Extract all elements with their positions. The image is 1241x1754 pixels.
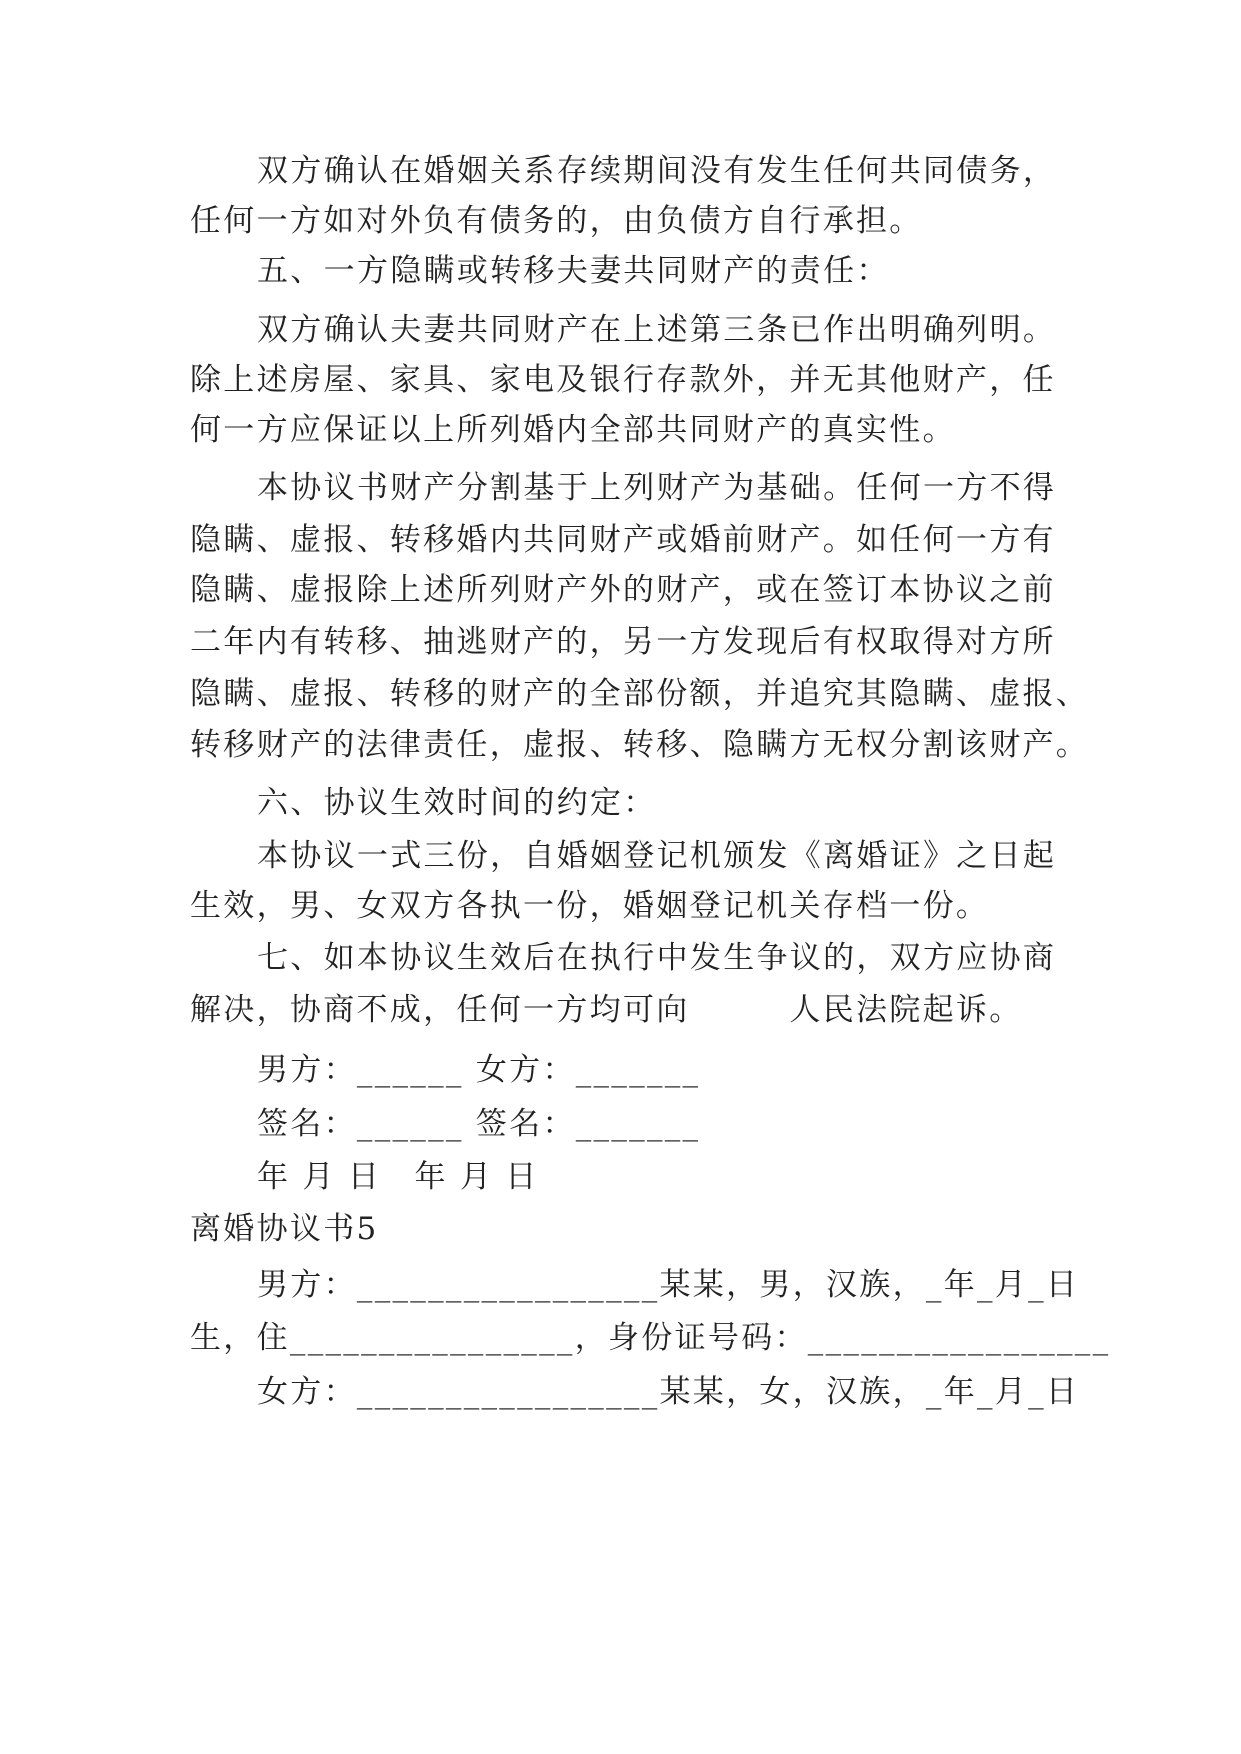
document-title: 离婚协议书5 [190,1211,379,1247]
paragraph-line: 转移财产的法律责任，虚报、转移、隐瞒方无权分割该财产。 [190,727,1090,763]
paragraph-line: 隐瞒、虚报除上述所列财产外的财产，或在签订本协议之前 [190,572,1056,608]
signature-line-names: 签名：______ 签名：_______ [257,1106,701,1142]
date-line: 年 月 日 年 月 日 [257,1159,539,1195]
paragraph-line: 本协议一式三份，自婚姻登记机颁发《离婚证》之日起 [257,838,1057,874]
paragraph-line: 隐瞒、虚报、转移的财产的全部份额，并追究其隐瞒、虚报、 [190,676,1090,712]
paragraph-line: 双方确认在婚姻关系存续期间没有发生任何共同债务， [257,153,1057,189]
paragraph-line: 何一方应保证以上所列婚内全部共同财产的真实性。 [190,412,956,448]
paragraph-line: 女方：_________________某某，女，汉族，_年_月_日 [257,1374,1080,1410]
signature-line-parties: 男方：______ 女方：_______ [257,1052,701,1088]
paragraph-line: 二年内有转移、抽逃财产的，另一方发现后有权取得对方所 [190,624,1056,660]
section-heading: 五、一方隐瞒或转移夫妻共同财产的责任： [257,253,890,289]
paragraph-line: 双方确认夫妻共同财产在上述第三条已作出明确列明。 [257,312,1057,348]
paragraph-line: 隐瞒、虚报、转移婚内共同财产或婚前财产。如任何一方有 [190,522,1056,558]
paragraph-line: 男方：_________________某某，男，汉族，_年_月_日 [257,1267,1080,1303]
paragraph-line: 解决，协商不成，任何一方均可向 人民法院起诉。 [190,992,1023,1028]
paragraph-line: 七、如本协议生效后在执行中发生争议的，双方应协商 [257,940,1057,976]
section-heading: 六、协议生效时间的约定： [257,785,657,821]
paragraph-line: 生效，男、女双方各执一份，婚姻登记机关存档一份。 [190,888,990,924]
paragraph-line: 本协议书财产分割基于上列财产为基础。任何一方不得 [257,470,1057,506]
paragraph-line: 除上述房屋、家具、家电及银行存款外，并无其他财产，任 [190,362,1056,398]
paragraph-line: 任何一方如对外负有债务的，由负债方自行承担。 [190,203,923,239]
paragraph-line: 生，住________________，身份证号码：_________________ [190,1320,1111,1356]
